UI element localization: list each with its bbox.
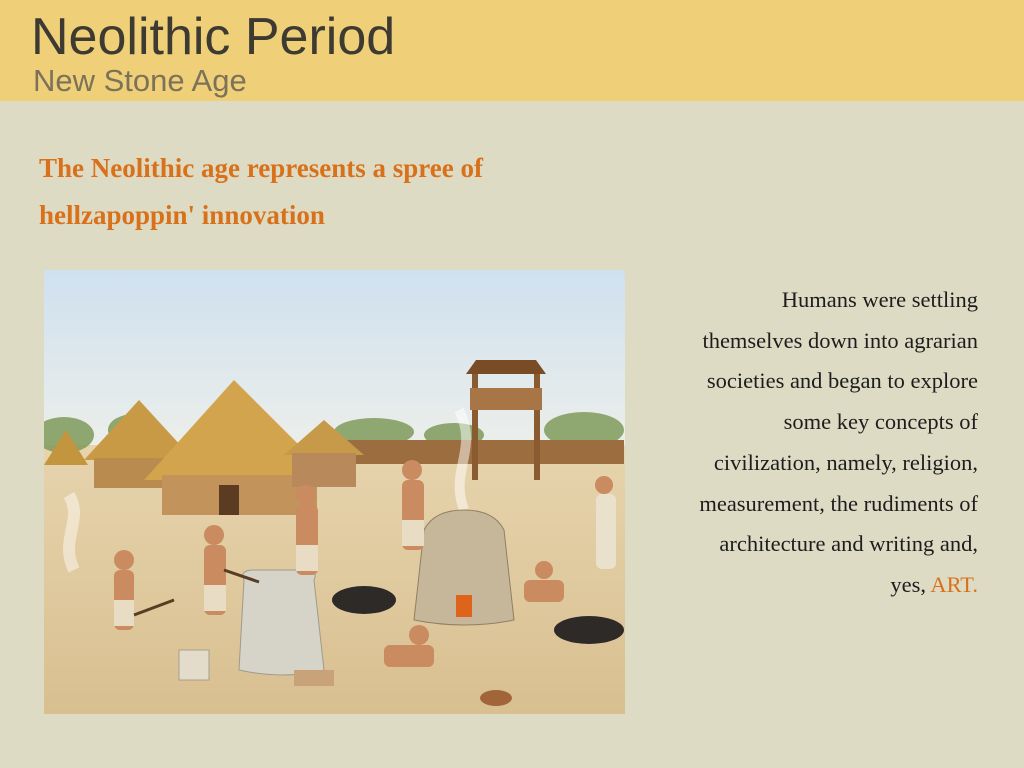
body-line-7: architecture and writing and, [719,531,978,557]
body-line-8 [640,565,978,606]
headline-line-2: hellzapoppin' innovation [39,200,325,230]
body-line-1: Humans were settling [781,287,978,312]
body-line-8-prefix: yes, [890,571,931,597]
headline-line-1: The Neolithic age represents a spree of [39,153,483,183]
village-scene-drawing [44,270,625,714]
body-line-6: measurement, the rudiments of [699,490,978,516]
slide-subtitle: New Stone Age [33,63,247,98]
body-line-5: civilization, namely, religion, [713,449,978,475]
headline [39,145,599,239]
body-paragraph [640,280,978,606]
body-line-2: themselves down into agrarian [702,327,978,353]
art-highlight: ART. [930,571,978,597]
neolithic-village-illustration [44,270,625,714]
title-bar [0,0,1024,101]
body-line-3: societies and began to explore [706,368,978,394]
body-line-4: some key concepts of [783,409,978,435]
slide-title: Neolithic Period [31,8,396,66]
